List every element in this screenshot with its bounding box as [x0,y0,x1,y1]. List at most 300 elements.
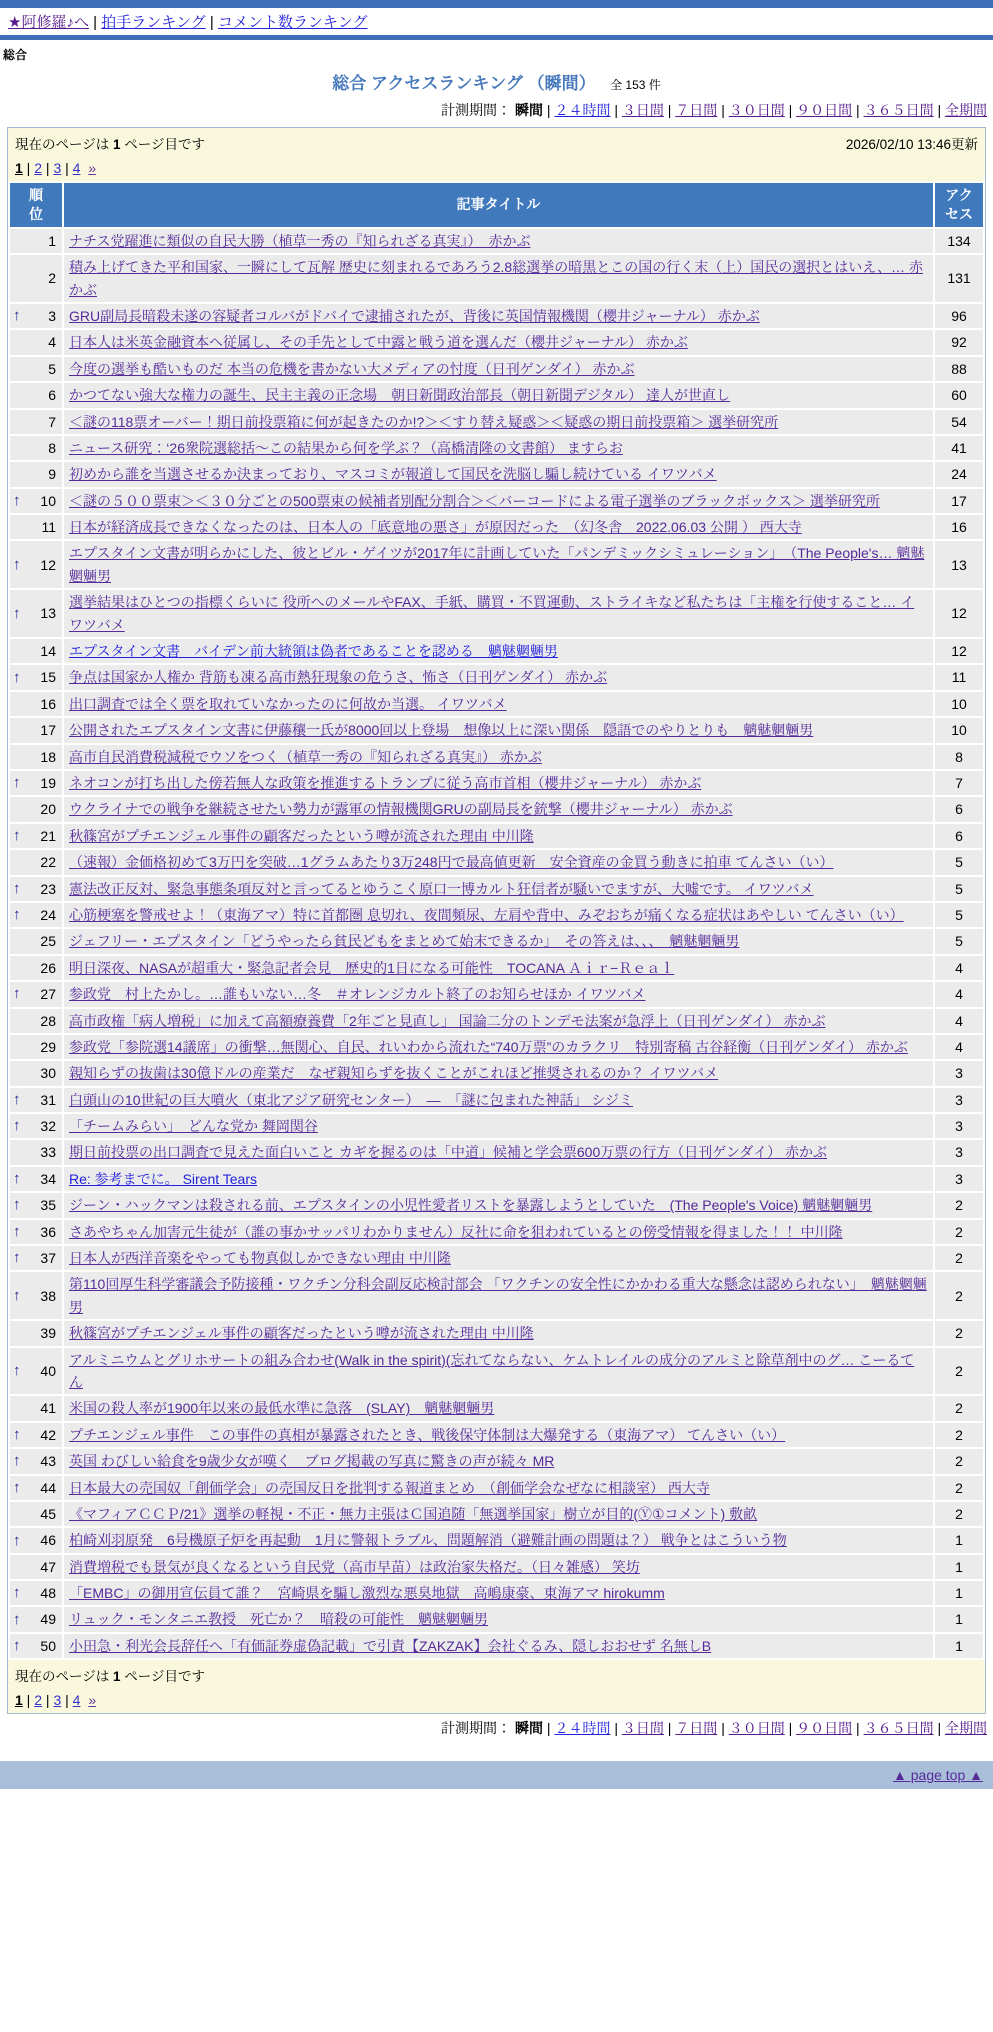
article-link[interactable]: 明日深夜、NASAが超重大・緊急記者会見 歴史的1日になる可能性 TOCANA Ａｉｒ−Ｒｅａｌ [69,959,675,976]
rank-number: 1 [48,232,56,249]
period-link[interactable]: ３日間 [621,102,664,118]
article-link[interactable]: 参政党 村上たかし。…誰もいない…冬 ＃オレンジカルト終了のお知らせほか イワツバメ [69,986,646,1003]
title-cell [64,541,933,588]
rank-up-icon: ↑ [13,774,21,792]
rank-up-icon: ↑ [13,604,21,622]
period-link[interactable]: ２４時間 [554,102,611,118]
access-count: 6 [935,824,983,848]
rank-cell [10,929,62,953]
article-link[interactable]: 消費増税でも景気が良くなるという自民党（高市早苗）は政治家失格だ。（日々雑感） 笑坊 [69,1558,640,1575]
table-row [10,436,983,460]
table-row [10,1502,983,1526]
rank-up-icon: ↑ [13,826,21,844]
separator: | [610,1720,622,1737]
title-cell [64,1246,933,1270]
rank-up-icon: ↑ [13,1637,21,1655]
rank-cell [10,1423,62,1447]
title-cell [64,1114,933,1138]
rank-cell [10,745,62,769]
article-link[interactable]: 出口調査では全く票を取れていなかったのに何故か当選。 イワツバメ [69,695,507,712]
rank-cell [10,462,62,486]
article-link[interactable]: 公開されたエプスタイン文書に伊藤穰一氏が8000回以上登場 想像以上に深い関係 隠語でのやりとりも 魑魅魍魎男 [69,722,814,739]
title-cell [64,745,933,769]
period-label: 計測期間： [441,102,512,118]
period-current: 瞬間 [515,1720,544,1737]
access-count: 41 [935,436,983,460]
rank-number: 40 [40,1362,56,1379]
top-nav-bar [0,0,993,40]
rank-up-icon: ↑ [13,985,21,1003]
table-row [10,1035,983,1059]
table-row [10,1193,983,1217]
period-nav-top [0,96,993,127]
rank-number: 43 [40,1453,56,1470]
article-link[interactable]: ネオコンが打ち出した傍若無人な政策を推進するトランプに従う高市首相（櫻井ジャーナル） 赤かぶ [69,774,702,791]
rank-number: 19 [40,774,56,791]
title-cell [64,462,933,486]
access-count: 4 [935,1009,983,1033]
table-row [10,255,983,302]
separator: | [61,1692,73,1709]
rank-up-icon: ↑ [13,1196,21,1214]
title-cell [64,330,933,354]
access-count: 3 [935,1140,983,1164]
period-link[interactable]: ７日間 [675,102,718,118]
article-link[interactable]: ナチス党躍進に類似の自民大勝（植草一秀の『知られざる真実』） 赤かぶ [69,232,531,249]
article-link[interactable]: 憲法改正反対、緊急事態条項反対と言ってるとゆうこく原口一博カルト狂信者が騒いでますが、大嘘です。 イワツバメ [69,880,814,897]
pagination-top [15,160,978,176]
page-top-link[interactable]: ▲ page top ▲ [893,1767,983,1784]
pagination-current-page: 1 [15,160,23,176]
table-row [10,462,983,486]
separator: | [22,1692,35,1709]
rank-cell [10,489,62,513]
separator: | [784,102,797,118]
rank-number: 41 [40,1400,56,1417]
access-count: 5 [935,929,983,953]
table-row [10,877,983,901]
access-count: 2 [935,1502,983,1526]
access-count: 5 [935,850,983,874]
access-count: 3 [935,1061,983,1085]
rank-number: 15 [40,669,56,686]
table-row [10,797,983,821]
access-count: 5 [935,877,983,901]
table-row [10,1581,983,1605]
table-row [10,745,983,769]
rank-cell [10,1634,62,1658]
title-cell [64,1321,933,1345]
article-link[interactable]: エプスタイン文書 バイデン前大統領は偽者であることを認める 魑魅魍魎男 [69,643,558,660]
rank-number: 14 [40,643,56,660]
rank-number: 2 [48,270,56,287]
rank-cell [10,515,62,539]
access-count: 10 [935,692,983,716]
table-row [10,982,983,1006]
article-link[interactable]: ジェフリー・エプスタイン「どうやったら貧民どもをまとめて始末できるか」 その答えは、、、 魑魅魍魎男 [69,933,740,950]
article-link[interactable]: 高市政権「病人増税」に加えて高額療養費「2年ごと見直し」 国論二分のトンデモ法案が急浮上（日刊ゲンダイ） 赤かぶ [69,1012,826,1029]
access-count: 13 [935,541,983,588]
article-link[interactable]: ウクライナでの戦争を継続させたい勢力が露軍の情報機関GRUの副局長を銃撃（櫻井ジャーナル） 赤かぶ [69,801,733,818]
table-row [10,929,983,953]
top-nav-links [0,8,993,35]
table-row [10,1607,983,1631]
title-cell [64,1088,933,1112]
table-row [10,410,983,434]
rank-cell [10,692,62,716]
rank-number: 6 [48,387,56,404]
rank-up-icon: ↑ [13,1090,21,1108]
table-row [10,330,983,354]
current-page-number: 1 [113,1669,121,1685]
access-count: 1 [935,1607,983,1631]
title-cell [64,771,933,795]
article-link[interactable]: 参政党「参院選14議席」の衝撃…無関心、自民、れいわから流れた“740万票”のカラクリ 特別寄稿 古谷経衡（日刊ゲンダイ） 赤かぶ [69,1038,908,1055]
title-cell [64,929,933,953]
title-cell [64,1555,933,1579]
title-cell [64,982,933,1006]
topnav-link[interactable]: コメント数ランキング [217,14,368,31]
period-link[interactable]: ３０日間 [728,102,785,118]
access-count: 3 [935,1088,983,1112]
article-link[interactable]: Re: 参考までに。 Sirent Tears [69,1170,258,1187]
article-link[interactable]: 初めから誰を当選させるか決まっており、マスコミが報道して国民を洗脳し騙し続けている イワツバメ [69,466,717,483]
rank-number: 12 [40,556,56,573]
pagination-page-link[interactable]: 2 [34,1692,43,1709]
info-bar-top [8,128,985,181]
rank-number: 21 [40,827,56,844]
rank-number: 36 [40,1223,56,1240]
access-count: 17 [935,489,983,513]
topnav-link[interactable]: 拍手ランキング [101,14,206,31]
pagination-page-link[interactable]: 4 [72,1692,81,1709]
access-count: 2 [935,1396,983,1420]
article-link[interactable]: 米国の殺人率が1900年以来の最低水準に急落 (SLAY) 魑魅魍魎男 [69,1400,495,1417]
rank-number: 35 [40,1197,56,1214]
separator: | [717,1720,729,1737]
access-count: 10 [935,718,983,742]
rank-cell [10,1476,62,1500]
title-cell [64,489,933,513]
title-cell [64,824,933,848]
title-cell [64,850,933,874]
period-current: 瞬間 [515,102,544,118]
article-link[interactable]: ニュース研究：‘26衆院選総括～この結果から何を学ぶ？（高橋清隆の文書館） ますらお [69,439,623,456]
rank-number: 39 [40,1325,56,1342]
rank-cell [10,1348,62,1395]
separator: | [543,102,555,118]
access-count: 1 [935,1528,983,1552]
article-link[interactable]: 日本最大の売国奴「創価学会」の売国反日を批判する報道まとめ （創価学会なぜなに相談室） 西大寺 [69,1479,710,1496]
pagination-next-link[interactable]: » [88,1692,97,1709]
title-cell [64,515,933,539]
rank-up-icon: ↑ [13,1361,21,1379]
title-cell [64,357,933,381]
col-header-access: アクセス [945,187,973,222]
table-row [10,718,983,742]
info-bar-bottom [8,1660,985,1713]
period-link[interactable]: ３６５日間 [863,102,934,118]
title-cell [64,1476,933,1500]
article-link[interactable]: ＜謎の118票オーバー！期日前投票箱に何が起きたのか!?＞＜すり替え疑惑＞＜疑惑の期日前投票箱＞ 選挙研究所 [69,413,779,430]
article-link[interactable]: 英国 わびしい給食を9歳少女が嘆く ブログ掲載の写真に驚きの声が続々 MR [69,1453,555,1470]
article-link[interactable]: GRU副局長暗殺未遂の容疑者コルバがドバイで逮捕されたが、背後に英国情報機関（櫻井ジャーナル） 赤かぶ [69,307,760,324]
article-link[interactable]: 「チームみらい」 どんな党か 舞岡関谷 [69,1118,318,1135]
pagination-bottom [15,1692,978,1708]
article-link[interactable]: 「EMBC」の御用宣伝員て誰？ 宮崎県を騙し激烈な悪臭地獄 高嶋康豪、東海アマ hirokumm [69,1585,665,1602]
rank-number: 46 [40,1532,56,1549]
category-label: 総合 [3,48,28,62]
pagination-page-link[interactable]: 4 [72,160,81,176]
access-count: 3 [935,1167,983,1191]
rank-cell [10,797,62,821]
rank-cell [10,1246,62,1270]
period-link[interactable]: ９０日間 [796,102,853,118]
rank-number: 48 [40,1585,56,1602]
access-count: 2 [935,1449,983,1473]
article-link[interactable]: アルミニウムとグリホサートの組み合わせ(Walk in the spirit)(忘れてならない、ケムトレイルの成分のアルミと除草剤中のグ… こーるてん [69,1351,915,1390]
rank-cell [10,229,62,253]
article-link[interactable]: プチエンジェル事件 この事件の真相が暴露されたとき、戦後保守体制は大爆発する（東海アマ） てんさい（い） [69,1426,786,1443]
article-link[interactable]: 親知らずの抜歯は30億ドルの産業だ なぜ親知らずを抜くことがこれほど推奨されるのか？ イワツバメ [69,1065,719,1082]
separator: | [42,1692,54,1709]
article-link[interactable]: 期日前投票の出口調査で見えた面白いこと カギを握るのは「中道」候補と学会票600万票の行方（日刊ゲンダイ） 赤かぶ [69,1144,828,1161]
rank-number: 49 [40,1611,56,1628]
access-count: 16 [935,515,983,539]
rank-up-icon: ↑ [13,1610,21,1628]
table-row [10,304,983,328]
rank-number: 26 [40,959,56,976]
period-link[interactable]: ２４時間 [554,1720,611,1737]
rank-cell [10,255,62,302]
table-row [10,1321,983,1345]
table-row [10,1555,983,1579]
article-link[interactable]: 争点は国家か人権か 背筋も凍る高市熱狂現象の危うさ、怖さ（日刊ゲンダイ） 赤かぶ [69,669,608,686]
rank-number: 33 [40,1144,56,1161]
title-cell [64,1193,933,1217]
article-link[interactable]: ＜謎の５００票束＞＜３０分ごとの500票束の候補者別配分割合＞＜バーコードによる電子選挙のブラックボックス＞ 選挙研究所 [69,492,880,509]
table-row [10,956,983,980]
col-header-rank: 順位 [29,187,43,222]
article-link[interactable]: かつてない強大な権力の誕生、民主主義の正念場 朝日新聞政治部長（朝日新聞デジタル） 達人が世直し [69,387,731,404]
rank-cell [10,1321,62,1345]
separator: | [852,102,864,118]
rank-cell [10,357,62,381]
rank-number: 50 [40,1637,56,1654]
table-row [10,1061,983,1085]
rank-cell [10,903,62,927]
title-cell [64,1348,933,1395]
period-link[interactable]: ９０日間 [796,1720,853,1737]
title-cell [64,1061,933,1085]
title-cell [64,1423,933,1447]
article-link[interactable]: 秋篠宮がプチエンジェル事件の顧客だったという噂が流された理由 中川隆 [69,1325,534,1342]
access-count: 2 [935,1272,983,1319]
period-link[interactable]: 全期間 [945,102,987,118]
table-row [10,1348,983,1395]
rank-up-icon: ↑ [13,1249,21,1267]
title-cell [64,436,933,460]
rank-cell [10,1088,62,1112]
title-cell [64,1167,933,1191]
ranking-box [7,127,986,1714]
table-row [10,692,983,716]
separator: | [22,160,35,176]
title-cell [64,903,933,927]
title-cell [64,797,933,821]
table-row [10,357,983,381]
rank-cell [10,1035,62,1059]
access-count: 5 [935,903,983,927]
rank-number: 22 [40,854,56,871]
rank-cell [10,436,62,460]
table-row [10,1272,983,1319]
table-row [10,639,983,663]
table-row [10,1140,983,1164]
article-link[interactable]: 小田急・利光会長辞任へ「有価証券虚偽記載」で引責【ZAKZAK】会社ぐるみ、隠しおおせず 名無しB [69,1637,712,1654]
page-top-bar [0,1761,993,1789]
rank-number: 23 [40,880,56,897]
article-link[interactable]: エプスタイン文書が明らかにした、彼とビル・ゲイツが2017年に計画していた「パンデミックシミュレーション」 （The People's… 魑魅魍魎男 [69,545,925,584]
period-nav-bottom [0,1714,993,1745]
article-link[interactable]: 秋篠宮がプチエンジェル事件の顧客だったという噂が流された理由 中川隆 [69,827,534,844]
rank-number: 38 [40,1287,56,1304]
col-header-title: 記事タイトル [456,196,541,213]
access-count: 6 [935,797,983,821]
article-link[interactable]: 日本人は米英金融資本へ従属し、その手先として中露と戦う道を選んだ（櫻井ジャーナル） 赤かぶ [69,334,688,351]
article-link[interactable]: リュック・モンタニエ教授 死亡か？ 暗殺の可能性 魑魅魍魎男 [69,1611,489,1628]
current-page-text: 現在のページは 1 ページ目です [15,1669,206,1685]
article-link[interactable]: 柏崎刈羽原発 6号機原子炉を再起動 1月に警報トラブル、問題解消（避難計画の問題は？） 戦争とはこういう物 [69,1532,787,1549]
article-link[interactable]: 今度の選挙も酷いものだ 本当の危機を書かない大メディアの忖度（日刊ゲンダイ） 赤かぶ [69,360,635,377]
table-row [10,515,983,539]
period-link[interactable]: ７日間 [675,1720,718,1737]
article-link[interactable]: 心筋梗塞を警戒せよ！（東海アマ）特に首都圏 息切れ、夜間頻尿、左肩や背中、みぞおちが痛くなる症状はあやしい てんさい（い） [69,906,904,923]
access-count: 4 [935,1035,983,1059]
title-cell [64,1634,933,1658]
rank-number: 13 [40,605,56,622]
rank-cell [10,1449,62,1473]
rank-up-icon: ↑ [13,906,21,924]
rank-cell [10,1167,62,1191]
rank-up-icon: ↑ [13,1478,21,1496]
topnav-link[interactable]: ★阿修羅♪へ [8,14,89,31]
access-count: 2 [935,1220,983,1244]
pagination-current-page: 1 [15,1692,23,1709]
access-count: 2 [935,1193,983,1217]
access-count: 60 [935,383,983,407]
updated-timestamp: 2026/02/10 13:46更新 [845,137,978,152]
article-link[interactable]: 高市自民消費税減税でウソをつく（植草一秀の『知られざる真実』） 赤かぶ [69,748,542,765]
rank-cell [10,1555,62,1579]
rank-up-icon: ↑ [13,1222,21,1240]
period-link[interactable]: ３０日間 [728,1720,785,1737]
access-count: 3 [935,1114,983,1138]
rank-up-icon: ↑ [13,555,21,573]
title-cell [64,1607,933,1631]
article-link[interactable]: 白頭山の10世紀の巨大噴火（東北アジア研究センター） ― 「謎に包まれた神話」 シジミ [69,1091,633,1108]
rank-cell [10,1528,62,1552]
title-cell [64,410,933,434]
title-line [0,64,993,96]
period-link[interactable]: ３６５日間 [863,1720,934,1737]
rank-number: 18 [40,748,56,765]
total-count: 全 153 件 [610,78,661,92]
access-count: 12 [935,639,983,663]
separator: | [610,102,622,118]
article-link[interactable]: 積み上げてきた平和国家、一瞬にして瓦解 歴史に刻まれるであろう2.8総選挙の暗黒とこの国の行く末（上）国民の選択とはいえ、… 赤かぶ [69,259,923,298]
rank-number: 34 [40,1170,56,1187]
access-count: 134 [935,229,983,253]
period-link[interactable]: 全期間 [945,1720,987,1737]
article-link[interactable]: （速報）金価格初めて3万円を突破…1グラムあたり3万248円で最高値更新 安全資産の金買う動きに拍車 てんさい（い） [69,854,834,871]
access-count: 1 [935,1555,983,1579]
pagination-page-link[interactable]: 3 [53,1692,62,1709]
article-link[interactable]: ジーン・ハックマンは殺される前、エプスタインの小児性愛者リストを暴露しようとしていた (The People's Voice) 魑魅魍魎男 [69,1197,873,1214]
article-link[interactable]: 選挙結果はひとつの指標くらいに 役所へのメールやFAX、手紙、購買・不買運動、ストライキなど私たちは「主権を行使すること… イワツバメ [69,594,915,633]
access-count: 4 [935,956,983,980]
rank-number: 8 [48,439,56,456]
rank-cell [10,1114,62,1138]
access-count: 54 [935,410,983,434]
rank-cell [10,304,62,328]
rank-up-icon: ↑ [13,307,21,325]
article-link[interactable]: さあやちゃん加害元生徒が（誰の事かサッパリわかりません）反社に命を狙われているとの傍受情報を得ました！！ 中川隆 [69,1223,843,1240]
rank-cell [10,383,62,407]
rank-number: 11 [41,519,56,536]
rank-cell [10,330,62,354]
rank-cell [10,639,62,663]
rank-up-icon: ↑ [13,1117,21,1135]
rank-up-icon: ↑ [13,1584,21,1602]
access-count: 88 [935,357,983,381]
title-cell [64,1396,933,1420]
pagination-next-link[interactable]: » [88,160,97,176]
rank-cell [10,1272,62,1319]
rank-number: 24 [40,906,56,923]
period-link[interactable]: ３日間 [621,1720,664,1737]
access-count: 92 [935,330,983,354]
access-count: 2 [935,1321,983,1345]
article-link[interactable]: 《マフィアＣＣＰ/21》選挙の軽視・不正・無力主張はＣ国追随「無選挙国家」樹立が目的(Ⓨ①コメント) 敷畝 [69,1505,758,1522]
title-cell [64,665,933,689]
rank-cell [10,877,62,901]
rank-number: 47 [40,1558,56,1575]
table-row [10,1528,983,1552]
separator: | [784,1720,797,1737]
period-label: 計測期間： [441,1720,512,1737]
separator: | [88,14,102,31]
pagination-page-link[interactable]: 2 [34,160,43,176]
table-row [10,1396,983,1420]
rank-up-icon: ↑ [13,1286,21,1304]
current-page-number: 1 [113,137,121,152]
rank-cell [10,1502,62,1526]
access-count: 7 [935,771,983,795]
table-row [10,1476,983,1500]
table-row [10,489,983,513]
rank-cell [10,541,62,588]
article-link[interactable]: 第110回厚生科学審議会予防接種・ワクチン分科会副反応検討部会 「ワクチンの安全性にかかわる重大な懸念は認められない」 魑魅魍魎男 [69,1276,927,1315]
title-cell [64,1035,933,1059]
article-link[interactable]: 日本人が西洋音楽をやっても物真似しかできない理由 中川隆 [69,1250,451,1267]
rank-cell [10,1009,62,1033]
pagination-page-link[interactable]: 3 [53,160,62,176]
access-count: 2 [935,1423,983,1447]
rank-cell [10,665,62,689]
table-row [10,1088,983,1112]
article-link[interactable]: 日本が経済成長できなくなったのは、日本人の「底意地の悪さ」が原因だった （幻冬舎 2022.06.03 公開 ） 西大寺 [69,519,802,536]
